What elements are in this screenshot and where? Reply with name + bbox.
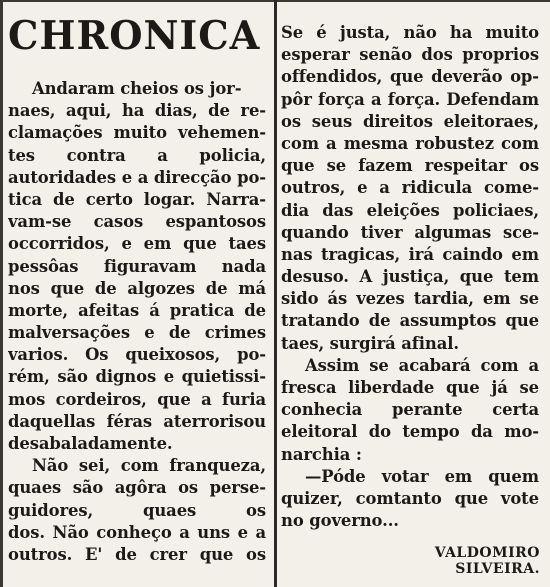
text-line: narchia : bbox=[281, 444, 362, 464]
text-line: fresca liberdade que já se bbox=[281, 378, 539, 397]
text-line: dos. Não conheço a uns e a bbox=[8, 522, 266, 542]
text-line: outros. E' de crer que os bbox=[8, 544, 266, 564]
text-line: varios. Os queixosos, po- bbox=[8, 345, 266, 365]
text-line: quizer, comtanto que vote bbox=[281, 488, 539, 508]
text-line: Assim se acabará com a bbox=[305, 355, 539, 375]
text-line: sido ás vezes tardia, em se bbox=[281, 289, 539, 309]
text-line: conhecia perante certa bbox=[281, 400, 539, 420]
article-title: CHRONICA bbox=[8, 13, 261, 59]
text-line: outros, e a ridicula come- bbox=[281, 178, 539, 198]
text-line: guidores, quaes os bbox=[8, 500, 266, 520]
text-line: esperar senão dos proprios bbox=[281, 45, 539, 65]
text-line: que se fazem respeitar os bbox=[281, 156, 539, 176]
left-border bbox=[0, 0, 3, 587]
text-line: no governo... bbox=[281, 511, 399, 531]
text-line: offendidos, que deverão op- bbox=[281, 67, 539, 87]
text-line: quando tiver algumas sce- bbox=[281, 222, 539, 242]
text-line: com a mesma robustez com bbox=[281, 133, 539, 153]
text-line: os seus direitos eleitoraes, bbox=[281, 111, 539, 131]
text-line: tratando de assumptos que bbox=[281, 311, 539, 331]
text-line: pessôas figuravam nada bbox=[8, 256, 266, 276]
text-line: autoridades e a direcção po- bbox=[8, 167, 266, 187]
text-line: quaes são agôra os perse- bbox=[8, 478, 266, 498]
text-line: —Póde votar em quem bbox=[305, 466, 539, 486]
text-line: Se é justa, não ha muito bbox=[281, 23, 539, 42]
text-line: desuso. A justiça, que tem bbox=[281, 267, 539, 287]
text-line: taes, surgirá afinal. bbox=[281, 333, 459, 353]
right-column bbox=[281, 22, 539, 532]
text-line: rém, são dignos e quietissi- bbox=[8, 367, 266, 387]
text-line: tes contra a policia, bbox=[8, 145, 266, 165]
text-line: occorridos, e em que taes bbox=[8, 234, 266, 254]
text-line: pôr força a força. Defendam bbox=[281, 89, 539, 109]
text-line: mos cordeiros, que a furia bbox=[8, 389, 266, 409]
left-column bbox=[8, 78, 266, 566]
text-line: Andaram cheios os jor- bbox=[32, 79, 242, 98]
text-line: eleitoral do tempo da mo- bbox=[281, 422, 539, 442]
column-divider bbox=[274, 0, 277, 587]
text-line: clamações muito vehemen- bbox=[8, 123, 266, 143]
text-line: naes, aqui, ha dias, de re- bbox=[8, 101, 266, 121]
text-line: vam-se casos espantosos bbox=[8, 212, 266, 232]
text-line: nas tragicas, irá caindo em bbox=[281, 244, 539, 264]
text-line: malversações e de crimes bbox=[8, 323, 266, 343]
text-line: daquellas féras aterrorisou bbox=[8, 411, 266, 431]
text-line: dia das eleições policiaes, bbox=[281, 200, 539, 220]
text-line: tica de certo logar. Narra- bbox=[8, 189, 266, 209]
text-line: morte, afeitas á pratica de bbox=[8, 300, 266, 320]
text-line: Não sei, com franqueza, bbox=[32, 456, 266, 476]
text-line: desabaladamente. bbox=[8, 434, 173, 453]
text-line: nos que de algozes de má bbox=[8, 278, 266, 298]
author-signature: VALDOMIRO SILVEIRA. bbox=[434, 545, 540, 577]
